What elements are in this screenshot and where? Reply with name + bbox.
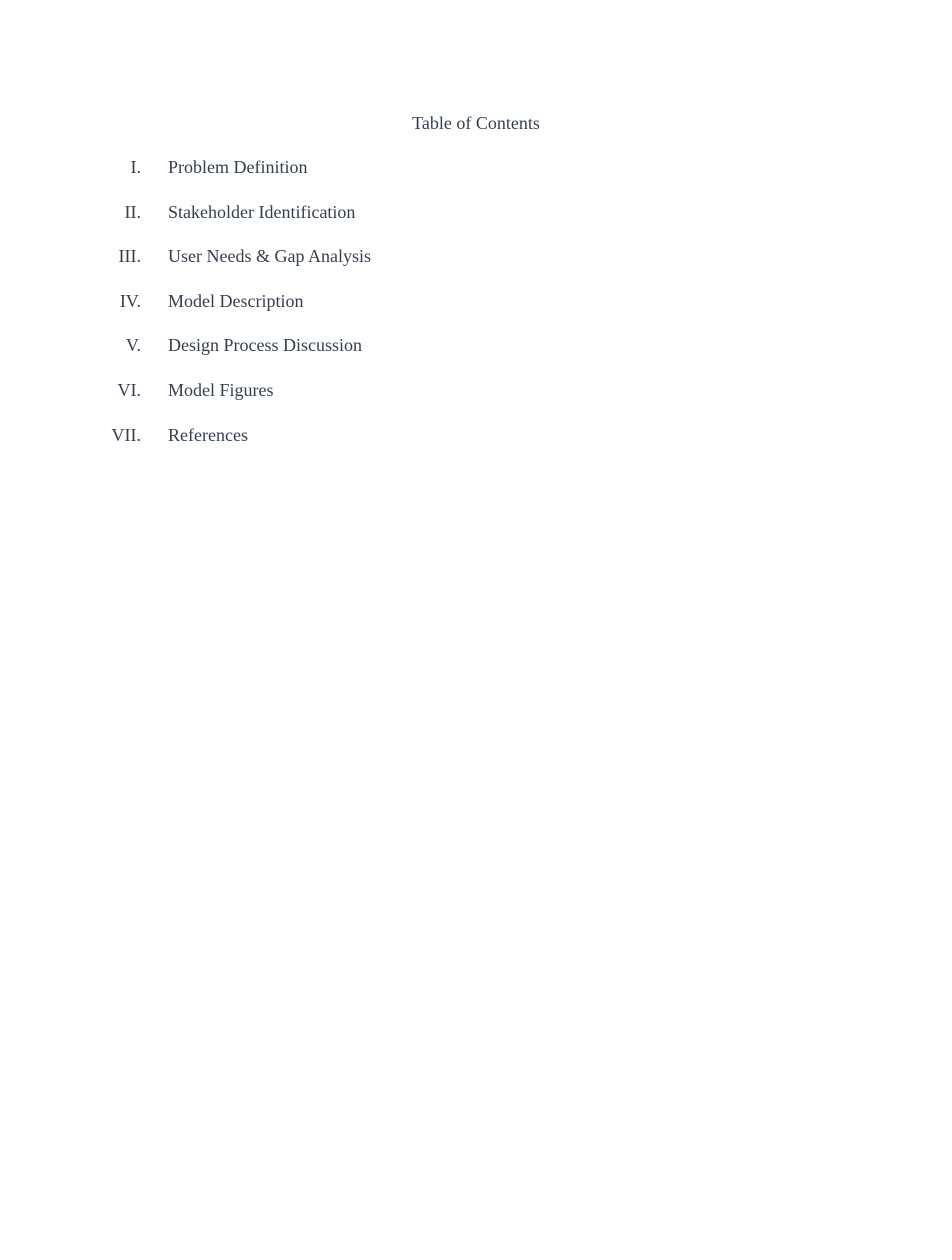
toc-entry-label: User Needs & Gap Analysis <box>168 246 371 267</box>
toc-entry-number: VII. <box>111 424 141 445</box>
toc-title: Table of Contents <box>412 113 540 133</box>
toc-entry-number: III. <box>118 246 141 267</box>
toc-entry-number: V. <box>125 335 141 356</box>
toc-list <box>0 156 952 468</box>
toc-entry <box>0 379 952 424</box>
toc-entry-label: Model Figures <box>168 379 274 400</box>
toc-entry-label: Problem Definition <box>168 157 308 177</box>
toc-entry-label: References <box>168 424 248 445</box>
toc-entry-number: IV. <box>119 290 141 311</box>
toc-entry-number: I. <box>130 157 141 177</box>
toc-entry <box>0 245 952 290</box>
toc-entry-label: Stakeholder Identification <box>168 201 356 222</box>
toc-entry <box>0 201 952 246</box>
toc-entry <box>0 424 952 469</box>
toc-entry-number: VI. <box>117 379 141 400</box>
toc-entry-label: Model Description <box>168 290 304 311</box>
toc-entry <box>0 156 952 201</box>
toc-entry-label: Design Process Discussion <box>168 335 362 356</box>
toc-entry <box>0 290 952 335</box>
toc-entry-number: II. <box>124 201 141 222</box>
toc-entry <box>0 334 952 379</box>
